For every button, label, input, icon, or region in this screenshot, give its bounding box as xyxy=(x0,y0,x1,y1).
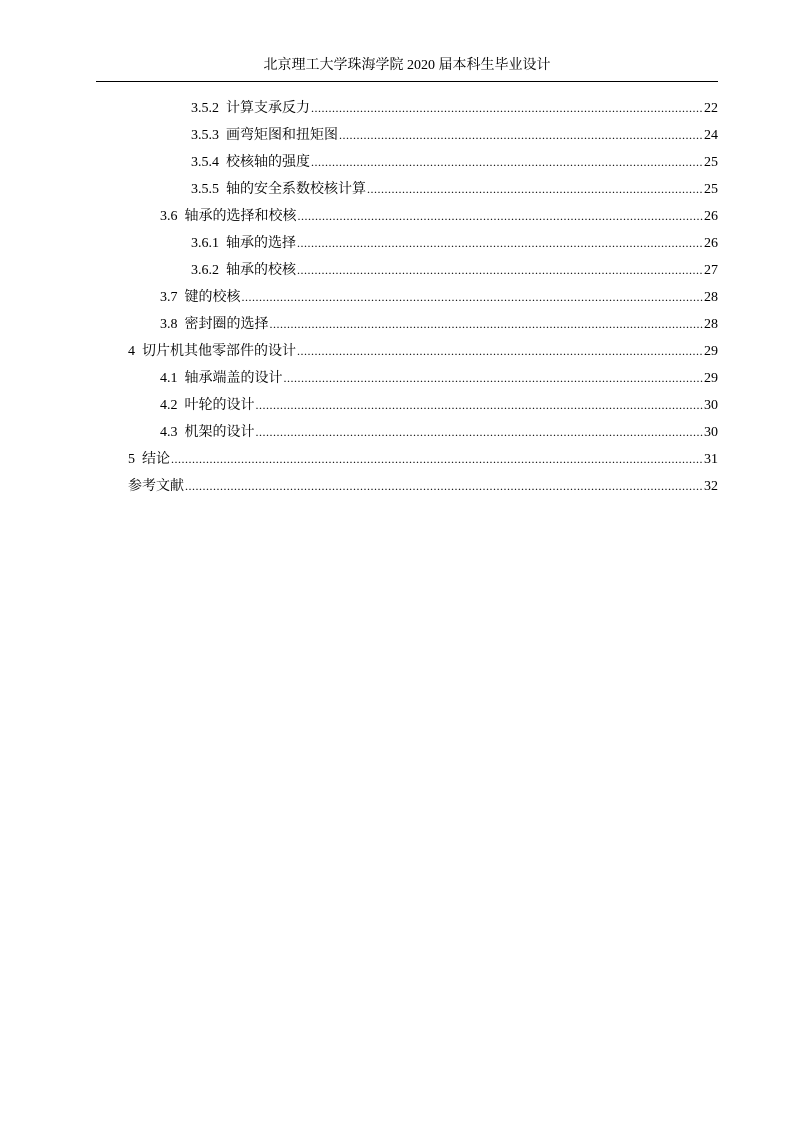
toc-entry[interactable] xyxy=(191,122,718,149)
toc-leader-dots xyxy=(284,365,704,392)
toc-entry-page: 31 xyxy=(704,452,718,467)
toc-entry-title: 密封圈的选择 xyxy=(184,317,269,332)
toc-entry-page: 25 xyxy=(704,182,718,197)
toc-leader-dots xyxy=(185,473,703,500)
toc-entry[interactable] xyxy=(128,338,718,365)
toc-entry-title: 校核轴的强度 xyxy=(226,155,310,170)
toc-entry-title: 计算支承反力 xyxy=(226,101,310,116)
toc-entry-title: 轴承的选择和校核 xyxy=(184,209,297,224)
toc-entry-number: 4 xyxy=(128,344,135,359)
toc-entry-page: 30 xyxy=(704,425,718,440)
toc-entry-page: 32 xyxy=(704,479,718,494)
toc-leader-dots xyxy=(297,257,703,284)
toc-entry[interactable] xyxy=(160,203,718,230)
toc-entry-number: 5 xyxy=(128,452,135,467)
toc-entry-title: 机架的设计 xyxy=(184,425,255,440)
page-header-title: 北京理工大学珠海学院 2020 届本科生毕业设计 xyxy=(263,58,551,73)
toc-leader-dots xyxy=(270,311,704,338)
toc-entry-page: 26 xyxy=(704,209,718,224)
toc-entry-number: 4.2 xyxy=(160,398,178,413)
toc-entry[interactable] xyxy=(191,149,718,176)
toc-entry[interactable] xyxy=(191,176,718,203)
toc-entry[interactable] xyxy=(160,365,718,392)
toc-entry-number: 3.5.2 xyxy=(191,101,219,116)
toc-leader-dots xyxy=(297,338,703,365)
toc-leader-dots xyxy=(171,446,703,473)
toc-entry-page: 26 xyxy=(704,236,718,251)
toc-entry[interactable] xyxy=(128,446,718,473)
toc-entry-number: 3.5.3 xyxy=(191,128,219,143)
toc-entry-title: 切片机其他零部件的设计 xyxy=(142,344,296,359)
toc-entry-title: 结论 xyxy=(142,452,170,467)
toc-leader-dots xyxy=(297,230,703,257)
header-divider xyxy=(96,81,718,82)
toc-entry-page: 28 xyxy=(704,290,718,305)
toc-entry-page: 25 xyxy=(704,155,718,170)
toc-entry-number: 3.5.5 xyxy=(191,182,219,197)
toc-entry-number: 3.6.1 xyxy=(191,236,219,251)
toc-entry-title: 画弯矩图和扭矩图 xyxy=(226,128,338,143)
toc-entry-title: 轴承的选择 xyxy=(226,236,296,251)
toc-leader-dots xyxy=(367,176,703,203)
toc-entry[interactable] xyxy=(160,419,718,446)
toc-entry[interactable] xyxy=(128,473,718,500)
toc-entry-page: 29 xyxy=(704,371,718,386)
toc-leader-dots xyxy=(256,392,704,419)
toc-entry-number: 4.3 xyxy=(160,425,178,440)
toc-entry-number: 3.7 xyxy=(160,290,178,305)
toc-entry-title: 键的校核 xyxy=(184,290,241,305)
toc-entry-page: 30 xyxy=(704,398,718,413)
toc-entry-title: 轴的安全系数校核计算 xyxy=(226,182,366,197)
toc-entry-number: 3.5.4 xyxy=(191,155,219,170)
toc-entry[interactable] xyxy=(160,311,718,338)
toc-entry-page: 27 xyxy=(704,263,718,278)
toc-entry-title: 参考文献 xyxy=(128,479,184,494)
toc-entry[interactable] xyxy=(191,257,718,284)
toc-entry[interactable] xyxy=(160,284,718,311)
toc-entry[interactable] xyxy=(160,392,718,419)
toc-leader-dots xyxy=(339,122,703,149)
toc-entry-page: 29 xyxy=(704,344,718,359)
toc-entry-title: 叶轮的设计 xyxy=(184,398,255,413)
toc-entry-title: 轴承的校核 xyxy=(226,263,296,278)
toc-entry-number: 3.6.2 xyxy=(191,263,219,278)
toc-entry-number: 3.6 xyxy=(160,209,178,224)
toc-leader-dots xyxy=(298,203,704,230)
toc-entry-page: 24 xyxy=(704,128,718,143)
toc-leader-dots xyxy=(311,149,703,176)
toc-entry-title: 轴承端盖的设计 xyxy=(184,371,283,386)
toc-entry-page: 28 xyxy=(704,317,718,332)
toc-entry-number: 3.8 xyxy=(160,317,178,332)
toc-entry-page: 22 xyxy=(704,101,718,116)
toc-leader-dots xyxy=(311,95,703,122)
toc-entry[interactable] xyxy=(191,230,718,257)
toc-leader-dots xyxy=(256,419,704,446)
toc-entry-number: 4.1 xyxy=(160,371,178,386)
toc-leader-dots xyxy=(242,284,704,311)
toc-entry[interactable] xyxy=(191,95,718,122)
